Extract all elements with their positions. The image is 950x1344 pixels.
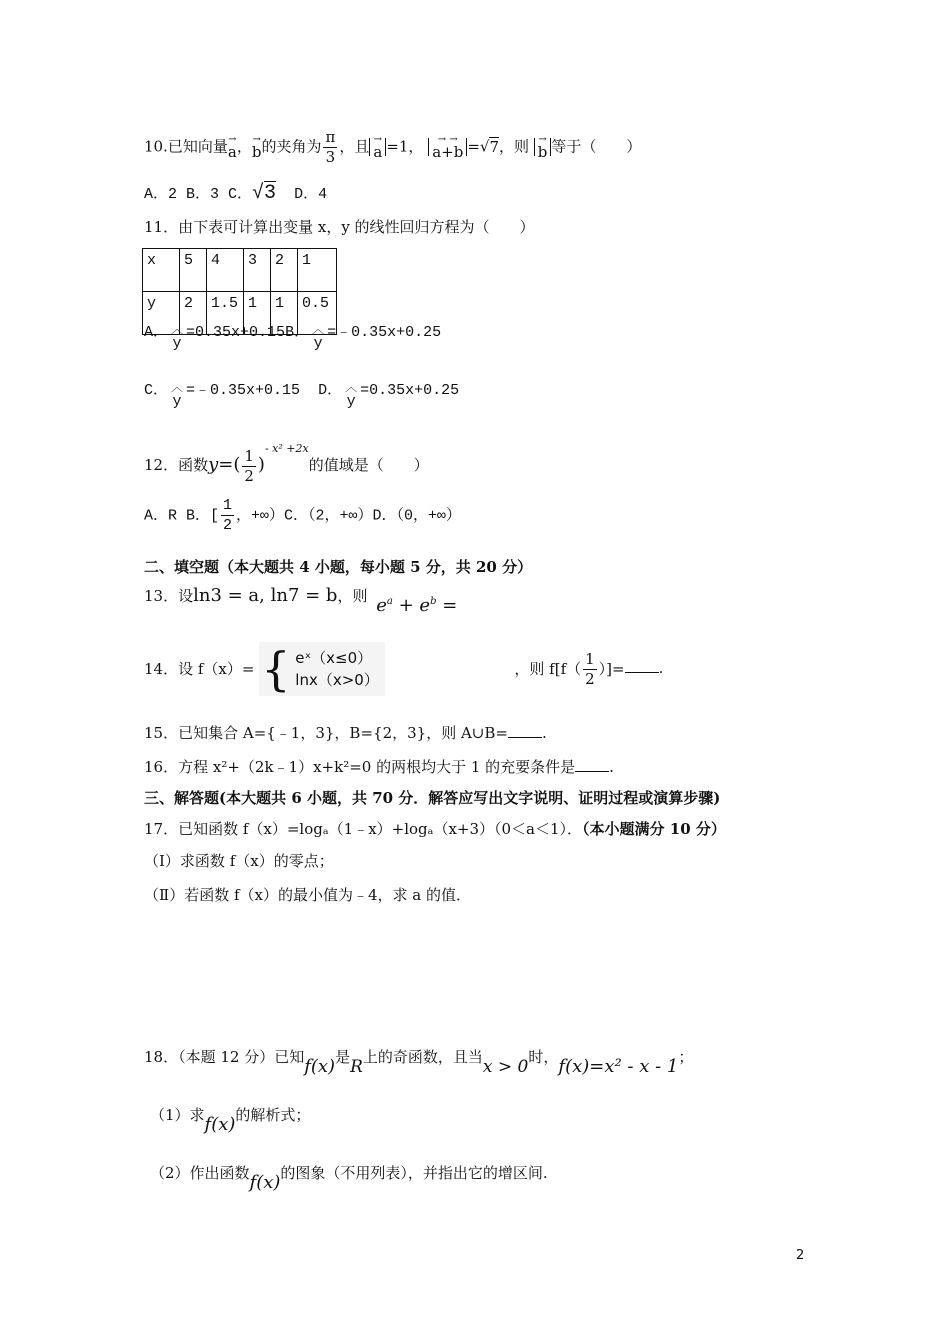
pi-over-3: $\frac{\pi}{3}$ — [325, 128, 336, 166]
sqrt-7: √7 — [479, 137, 499, 156]
answer-blank — [508, 737, 542, 738]
y-hat: ︿ y — [171, 381, 184, 410]
piecewise-function: { eˣ（x≤0） lnx（x>0） — [259, 642, 385, 696]
abs-b: → b — [534, 138, 552, 156]
q17-stem: 17．已知函数 f（x）=logₐ（1﹣x）+logₐ（x+3）（0＜a＜1）．（本小题满分 10 分） — [144, 820, 726, 838]
table-row: x 5 4 3 2 1 — [143, 249, 337, 292]
vector-a: → a — [227, 134, 237, 161]
one-half: $\frac{1}{2}$ — [223, 497, 233, 534]
one-half: $\frac{1}{2}$ — [585, 649, 595, 688]
y-hat: ︿ y — [312, 323, 325, 352]
q10-prefix: 10.已知向量 — [144, 137, 228, 156]
section-3-heading: 三、解答题(本大题共 6 小题，共 70 分．解答应写出文字说明、证明过程或演算步骤) — [144, 789, 721, 807]
q12-line: 12．函数y=( $\frac{1}{2}$ )$^{- x^2 +2x}$的值域是（ ） — [144, 442, 429, 485]
q12-options: A．R B．[ $\frac{1}{2}$ ，+∞）C．（2，+∞）D．（0，+∞） — [144, 497, 462, 534]
table-row: y 2 1.5 1 1 0.5 — [143, 292, 337, 335]
answer-blank — [625, 672, 659, 673]
q17-part1: （Ⅰ）求函数 f（x）的零点； — [144, 852, 334, 870]
q11-options-cd: C． ︿ y =﹣0.35x+0.15 D． ︿ y =0.35x+0.25 — [144, 381, 460, 410]
sqrt3-option: √3 — [252, 182, 277, 205]
page-number: 2 — [796, 1248, 805, 1263]
abs-a-plus-b: → → a+b — [428, 138, 467, 156]
q18-line: 18．（本题 12 分）已知f(x)是R上的奇函数，且当x > 0时，f(x)=x² - x - 1； — [144, 1048, 694, 1077]
q14-line: 14．设 f（x）= { eˣ（x≤0） lnx（x>0） ，则 f[f（ $\frac{1}{2}$ ）]= . — [144, 642, 664, 696]
q13-line: 13．设ln3 = a, ln7 = b，则 $e^a + e^b$ = — [144, 585, 458, 616]
abs-a: → a — [369, 138, 386, 156]
one-half: $\frac{1}{2}$ — [244, 446, 254, 485]
q10-options: A．2 B．3 C．√3 D．4 — [144, 182, 328, 205]
q18-part1: （1）求f(x)的解析式； — [150, 1106, 311, 1135]
regression-table — [142, 248, 337, 335]
y-hat: ︿ y — [171, 323, 184, 352]
q15-line: 15．已知集合 A={﹣1，3}，B={2，3}，则 A∪B= . — [144, 724, 547, 742]
q17-part2: （Ⅱ）若函数 f（x）的最小值为﹣4，求 a 的值． — [144, 886, 471, 904]
answer-blank — [575, 771, 609, 772]
vector-b: → b — [251, 134, 262, 161]
q18-part2: （2）作出函数f(x)的图象（不用列表），并指出它的增区间. — [150, 1164, 548, 1193]
q11-options-ab: A． ︿ y =0.35x+0.15B． ︿ y =﹣0.35x+0.25 — [144, 323, 442, 352]
q16-line: 16．方程 x²+（2k﹣1）x+k²=0 的两根均大于 1 的充要条件是 . — [144, 758, 614, 776]
y-hat: ︿ y — [345, 381, 358, 410]
section-2-heading: 二、填空题（本大题共 4 小题，每小题 5 分，共 20 分） — [144, 558, 533, 576]
q11-stem: 11．由下表可计算出变量 x，y 的线性回归方程为（ ） — [144, 218, 535, 236]
q10-line: 10.已知向量 → a ， → b 的夹角为 $\frac{\pi}{3}$ ，且 → a =1， → → a+b =√7，则 → b 等于（ ） — [144, 128, 642, 166]
